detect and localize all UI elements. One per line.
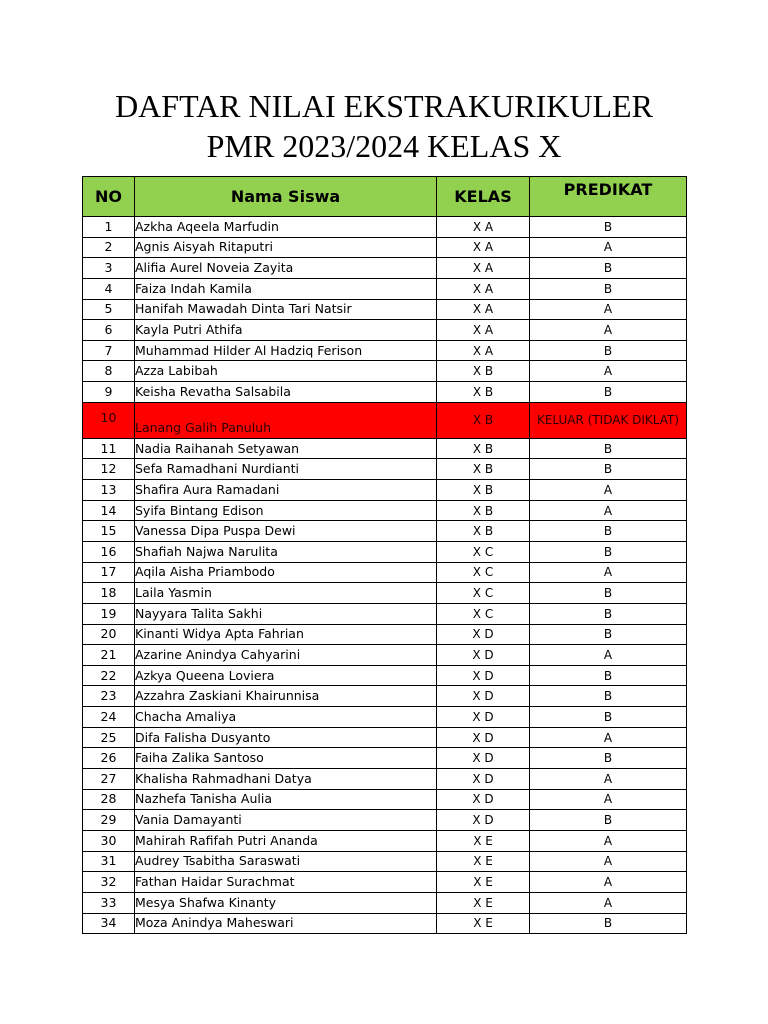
student-grade: A — [530, 645, 687, 666]
table-row — [83, 686, 687, 707]
row-number: 7 — [83, 340, 135, 361]
student-class: X B — [437, 521, 530, 542]
row-number: 11 — [83, 438, 135, 459]
student-name: Nazhefa Tanisha Aulia — [135, 789, 437, 810]
student-grade: B — [530, 686, 687, 707]
student-grade: A — [530, 237, 687, 258]
table-row — [83, 500, 687, 521]
student-name: Nadia Raihanah Setyawan — [135, 438, 437, 459]
student-grade: A — [530, 727, 687, 748]
row-number: 3 — [83, 258, 135, 279]
row-number: 22 — [83, 665, 135, 686]
table-row — [83, 402, 687, 438]
student-class: X E — [437, 851, 530, 872]
table-row — [83, 769, 687, 790]
row-number: 32 — [83, 872, 135, 893]
table-body — [83, 217, 687, 934]
student-name: Mahirah Rafifah Putri Ananda — [135, 830, 437, 851]
student-class: X D — [437, 727, 530, 748]
row-number: 15 — [83, 521, 135, 542]
student-name: Audrey Tsabitha Saraswati — [135, 851, 437, 872]
row-number: 10 — [83, 402, 135, 438]
row-number: 26 — [83, 748, 135, 769]
student-class: X C — [437, 562, 530, 583]
header-kelas: KELAS — [437, 177, 530, 217]
row-number: 20 — [83, 624, 135, 645]
table-row — [83, 872, 687, 893]
page-subtitle: PMR 2023/2024 KELAS X — [206, 128, 562, 164]
student-name: Sefa Ramadhani Nurdianti — [135, 459, 437, 480]
row-number: 13 — [83, 480, 135, 501]
table-row — [83, 748, 687, 769]
header-no: NO — [83, 177, 135, 217]
student-class: X A — [437, 299, 530, 320]
student-class: X D — [437, 769, 530, 790]
row-number: 18 — [83, 583, 135, 604]
student-class: X B — [437, 382, 530, 403]
student-grade: B — [530, 913, 687, 934]
row-number: 16 — [83, 541, 135, 562]
table-row — [83, 913, 687, 934]
student-name: Fathan Haidar Surachmat — [135, 872, 437, 893]
row-number: 14 — [83, 500, 135, 521]
table-row — [83, 562, 687, 583]
student-class: X C — [437, 583, 530, 604]
student-class: X C — [437, 603, 530, 624]
table-row — [83, 278, 687, 299]
table-row — [83, 340, 687, 361]
student-name: Vanessa Dipa Puspa Dewi — [135, 521, 437, 542]
student-name: Kinanti Widya Apta Fahrian — [135, 624, 437, 645]
row-number: 33 — [83, 892, 135, 913]
row-number: 24 — [83, 707, 135, 728]
student-grade: A — [530, 320, 687, 341]
student-grade: B — [530, 382, 687, 403]
student-grade: B — [530, 217, 687, 238]
student-grade: A — [530, 872, 687, 893]
row-number: 21 — [83, 645, 135, 666]
student-grade: B — [530, 624, 687, 645]
row-number: 29 — [83, 810, 135, 831]
row-number: 8 — [83, 361, 135, 382]
student-name: Lanang Galih Panuluh — [135, 402, 437, 438]
row-number: 31 — [83, 851, 135, 872]
student-class: X B — [437, 361, 530, 382]
student-grade: B — [530, 340, 687, 361]
student-grade: A — [530, 480, 687, 501]
table-row — [83, 851, 687, 872]
student-class: X B — [437, 459, 530, 480]
student-name: Azarine Anindya Cahyarini — [135, 645, 437, 666]
student-grade: B — [530, 603, 687, 624]
table-row — [83, 237, 687, 258]
table-row — [83, 217, 687, 238]
student-grade: B — [530, 583, 687, 604]
page-title: DAFTAR NILAI EKSTRAKURIKULER — [115, 88, 653, 124]
student-name: Mesya Shafwa Kinanty — [135, 892, 437, 913]
table-row — [83, 810, 687, 831]
student-name: Nayyara Talita Sakhi — [135, 603, 437, 624]
row-number: 2 — [83, 237, 135, 258]
student-name: Difa Falisha Dusyanto — [135, 727, 437, 748]
row-number: 25 — [83, 727, 135, 748]
student-name: Azza Labibah — [135, 361, 437, 382]
row-number: 34 — [83, 913, 135, 934]
student-grade: B — [530, 665, 687, 686]
student-name: Moza Anindya Maheswari — [135, 913, 437, 934]
student-class: X E — [437, 830, 530, 851]
student-grade: B — [530, 459, 687, 480]
table-row — [83, 459, 687, 480]
table-row — [83, 382, 687, 403]
student-class: X A — [437, 278, 530, 299]
student-class: X D — [437, 748, 530, 769]
student-class: X D — [437, 686, 530, 707]
student-class: X C — [437, 541, 530, 562]
table-row — [83, 645, 687, 666]
grades-table — [82, 176, 687, 934]
student-grade: B — [530, 278, 687, 299]
student-name: Hanifah Mawadah Dinta Tari Natsir — [135, 299, 437, 320]
student-grade: B — [530, 438, 687, 459]
student-class: X A — [437, 340, 530, 361]
student-grade: B — [530, 521, 687, 542]
student-grade: A — [530, 562, 687, 583]
student-name: Vania Damayanti — [135, 810, 437, 831]
student-grade: B — [530, 748, 687, 769]
student-grade: B — [530, 707, 687, 728]
student-name: Agnis Aisyah Ritaputri — [135, 237, 437, 258]
student-name: Azzahra Zaskiani Khairunnisa — [135, 686, 437, 707]
table-row — [83, 665, 687, 686]
row-number: 5 — [83, 299, 135, 320]
row-number: 12 — [83, 459, 135, 480]
table-row — [83, 438, 687, 459]
student-grade: A — [530, 299, 687, 320]
student-name: Chacha Amaliya — [135, 707, 437, 728]
row-number: 6 — [83, 320, 135, 341]
row-number: 23 — [83, 686, 135, 707]
student-grade: B — [530, 541, 687, 562]
student-name: Muhammad Hilder Al Hadziq Ferison — [135, 340, 437, 361]
student-class: X A — [437, 320, 530, 341]
table-row — [83, 830, 687, 851]
table-row — [83, 892, 687, 913]
student-class: X E — [437, 913, 530, 934]
student-name: Azkya Queena Loviera — [135, 665, 437, 686]
table-row — [83, 789, 687, 810]
table-row — [83, 480, 687, 501]
student-class: X D — [437, 645, 530, 666]
header-nama-siswa: Nama Siswa — [135, 177, 437, 217]
row-number: 28 — [83, 789, 135, 810]
row-number: 30 — [83, 830, 135, 851]
student-name: Khalisha Rahmadhani Datya — [135, 769, 437, 790]
student-name: Kayla Putri Athifa — [135, 320, 437, 341]
table-row — [83, 603, 687, 624]
row-number: 19 — [83, 603, 135, 624]
student-grade: A — [530, 769, 687, 790]
student-class: X B — [437, 480, 530, 501]
table-row — [83, 624, 687, 645]
student-class: X E — [437, 892, 530, 913]
student-class: X D — [437, 789, 530, 810]
student-grade: A — [530, 500, 687, 521]
student-name: Faiha Zalika Santoso — [135, 748, 437, 769]
student-class: X A — [437, 237, 530, 258]
student-class: X A — [437, 258, 530, 279]
student-name: Alifia Aurel Noveia Zayita — [135, 258, 437, 279]
student-name: Faiza Indah Kamila — [135, 278, 437, 299]
row-number: 17 — [83, 562, 135, 583]
student-grade: KELUAR (TIDAK DIKLAT) — [530, 402, 687, 438]
student-class: X D — [437, 707, 530, 728]
table-row — [83, 521, 687, 542]
student-class: X B — [437, 402, 530, 438]
table-row — [83, 583, 687, 604]
student-class: X D — [437, 665, 530, 686]
student-class: X A — [437, 217, 530, 238]
row-number: 9 — [83, 382, 135, 403]
student-grade: B — [530, 810, 687, 831]
header-predikat: PREDIKAT — [530, 177, 687, 217]
student-class: X D — [437, 810, 530, 831]
row-number: 1 — [83, 217, 135, 238]
table-row — [83, 727, 687, 748]
student-grade: A — [530, 851, 687, 872]
student-grade: B — [530, 258, 687, 279]
student-grade: A — [530, 789, 687, 810]
student-name: Azkha Aqeela Marfudin — [135, 217, 437, 238]
student-name: Keisha Revatha Salsabila — [135, 382, 437, 403]
table-header-row — [83, 177, 687, 217]
student-grade: A — [530, 830, 687, 851]
table-row — [83, 541, 687, 562]
table-row — [83, 299, 687, 320]
student-class: X B — [437, 500, 530, 521]
student-name: Syifa Bintang Edison — [135, 500, 437, 521]
table-row — [83, 707, 687, 728]
student-grade: A — [530, 361, 687, 382]
row-number: 4 — [83, 278, 135, 299]
student-name: Shafiah Najwa Narulita — [135, 541, 437, 562]
student-name: Laila Yasmin — [135, 583, 437, 604]
student-class: X D — [437, 624, 530, 645]
table-row — [83, 258, 687, 279]
student-class: X B — [437, 438, 530, 459]
student-grade: A — [530, 892, 687, 913]
table-row — [83, 361, 687, 382]
student-name: Shafira Aura Ramadani — [135, 480, 437, 501]
table-row — [83, 320, 687, 341]
row-number: 27 — [83, 769, 135, 790]
student-name: Aqila Aisha Priambodo — [135, 562, 437, 583]
student-class: X E — [437, 872, 530, 893]
